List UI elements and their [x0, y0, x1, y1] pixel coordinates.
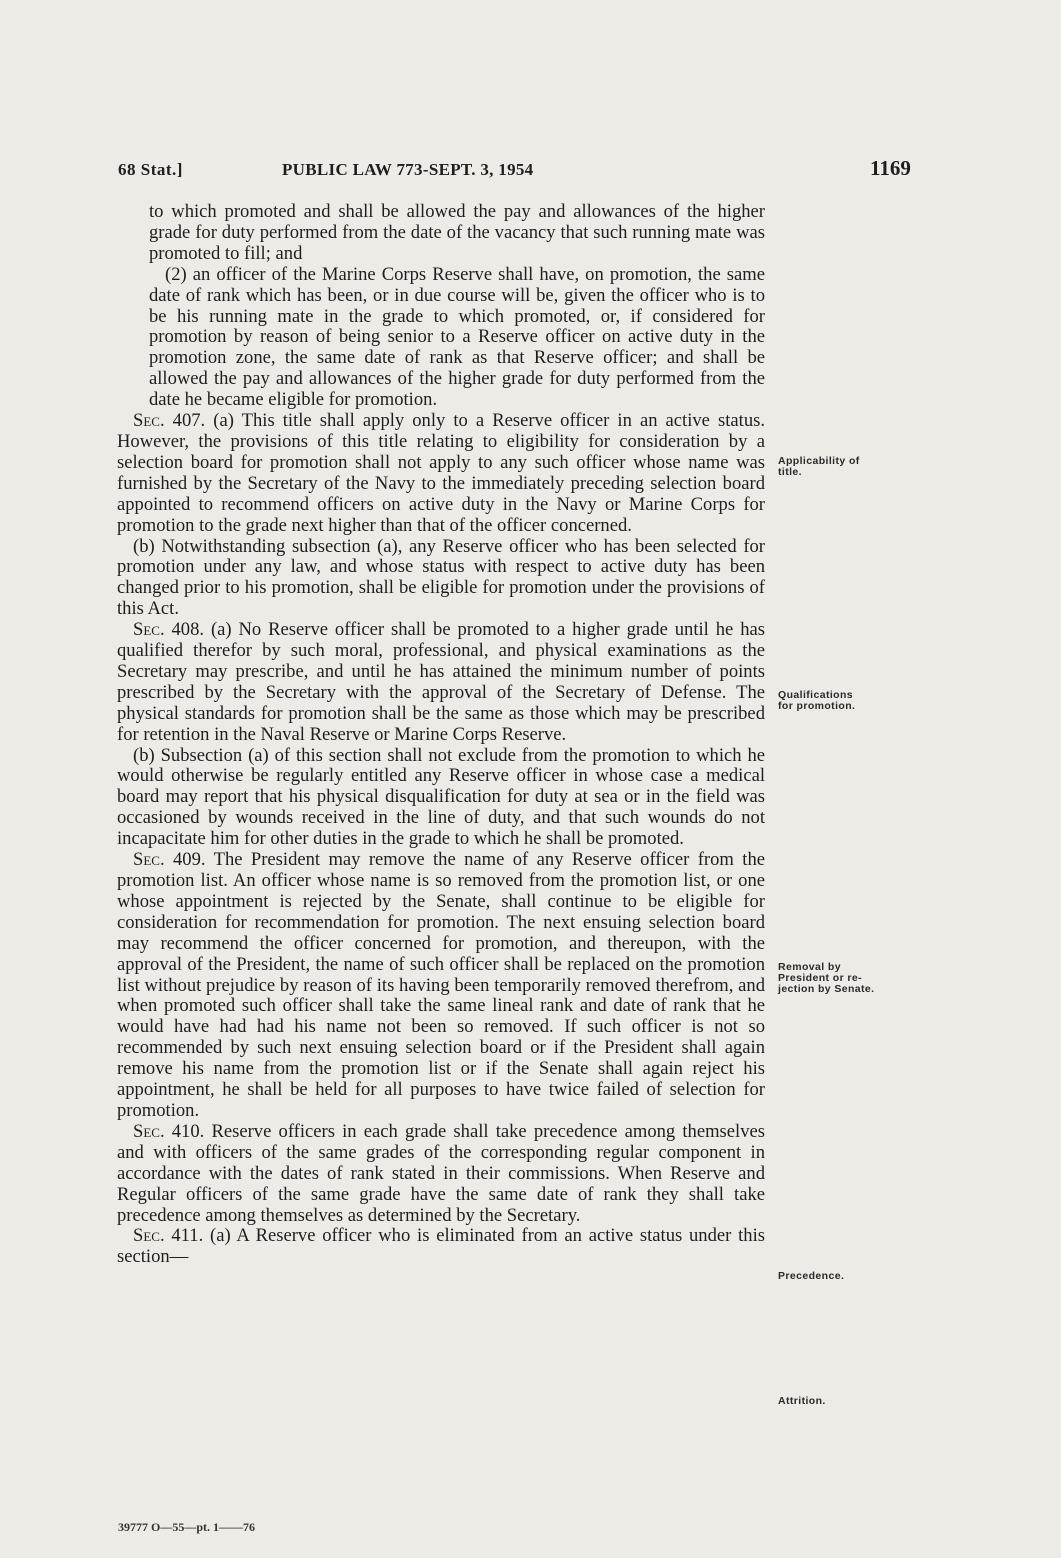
law-text	[117, 202, 765, 1268]
margin-note-qualifications: Qualifications for promotion.	[778, 689, 856, 712]
section-text: (a) No Reserve officer shall be promoted to a higher grade until he has qualified therefor by such moral, professional, and physical examinations as the Secretary may prescribe, and until he has attained the minimum number of points prescribed by the Secretary with the approval of the Secretary of Defense. The physical standards for promotion shall be the same as those which may be prescribed for retention in the Naval Reserve or Marine Corps Reserve.	[117, 619, 765, 745]
section-408-a	[117, 620, 765, 745]
section-label: Sec. 408.	[133, 619, 205, 641]
section-label: Sec. 411.	[133, 1225, 204, 1247]
section-text: (a) This title shall apply only to a Reserve officer in an active status. However, the provisions of this title relating to eligibility for consideration by a selection board for promotion shall not apply to any such officer whose name was furnished by the Secretary of the Navy to the immediately preceding selection board appointed to recommend officers on active duty in the Navy or Marine Corps for promotion to the grade next higher than that of the officer concerned.	[117, 410, 765, 536]
page-number: 1169	[870, 156, 911, 180]
section-text: (a) A Reserve officer who is eliminated from an active status under this section—	[117, 1225, 765, 1268]
print-code-footer: 39777 O—55—pt. 1——76	[118, 1520, 256, 1534]
section-407-b: (b) Notwithstanding subsection (a), any Reserve officer who has been selected for promotion under any law, and whose status with respect to active duty has been changed prior to his promotion, shall be eligible for promotion under the provisions of this Act.	[117, 535, 765, 620]
section-label: Sec. 409.	[133, 849, 206, 871]
paragraph-continuation: to which promoted and shall be allowed the pay and allowances of the higher grade for duty performed from the date of the vacancy that such running mate was promoted to fill; and	[149, 201, 765, 264]
section-text: Reserve officers in each grade shall take precedence among themselves and with officers of the same grades of the corresponding regular component in accordance with the dates of rank stated in their commissions. When Reserve and Regular officers of the same grade have the same date of rank they shall take precedence among themselves as determined by the Secretary.	[117, 1120, 765, 1226]
section-label: Sec. 407.	[133, 410, 206, 432]
section-410	[117, 1122, 765, 1227]
section-407-a	[117, 411, 765, 536]
margin-note-removal: Removal by President or re- jection by Senate.	[778, 961, 875, 995]
margin-note-precedence: Precedence.	[778, 1270, 845, 1282]
section-411	[117, 1226, 765, 1268]
page-header	[118, 156, 918, 190]
margin-note-applicability: Applicability of title.	[778, 455, 860, 478]
section-409	[117, 850, 765, 1122]
margin-note-attrition: Attrition.	[778, 1395, 826, 1407]
section-label: Sec. 410.	[133, 1120, 205, 1142]
statute-volume: 68 Stat.]	[118, 160, 183, 179]
page-title: PUBLIC LAW 773-SEPT. 3, 1954	[282, 160, 534, 179]
section-text: The President may remove the name of any Reserve officer from the promotion list. An officer whose name is so removed from the promotion list, or one whose appointment is rejected by the Senate, shall continue to be eligible for consideration for recommendation for promotion. The next ensuing selection board may recommend the officer concerned for promotion, and thereupon, with the approval of the President, the name of such officer shall be replaced on the promotion list without prejudice by reason of its having been temporarily removed therefrom, and when promoted such officer shall take the same lineal rank and date of rank that he would have had had his name not been so removed. If such officer is not so recommended by such next ensuing selection board or if the President shall again remove his name from the promotion list or if the Senate shall again reject his appointment, he shall be held for all purposes to have twice failed of selection for promotion.	[117, 849, 765, 1121]
section-408-b: (b) Subsection (a) of this section shall not exclude from the promotion to which he would otherwise be regularly entitled any Reserve officer in whose case a medical board may report that his physical disqualification for duty at sea or in the field was occasioned by wounds received in the line of duty, and that such wounds do not incapacitate him for other duties in the grade to which he shall be promoted.	[117, 744, 765, 850]
paragraph-item-2: (2) an officer of the Marine Corps Reserve shall have, on promotion, the same date of rank which has been, or in due course will be, given the officer who is to be his running mate in the grade to which promoted, or, if considered for promotion by reason of being senior to a Reserve officer on active duty in the promotion zone, the same date of rank as that Reserve officer; and shall be allowed the pay and allowances of the higher grade for duty performed from the date he became eligible for promotion.	[149, 263, 765, 411]
